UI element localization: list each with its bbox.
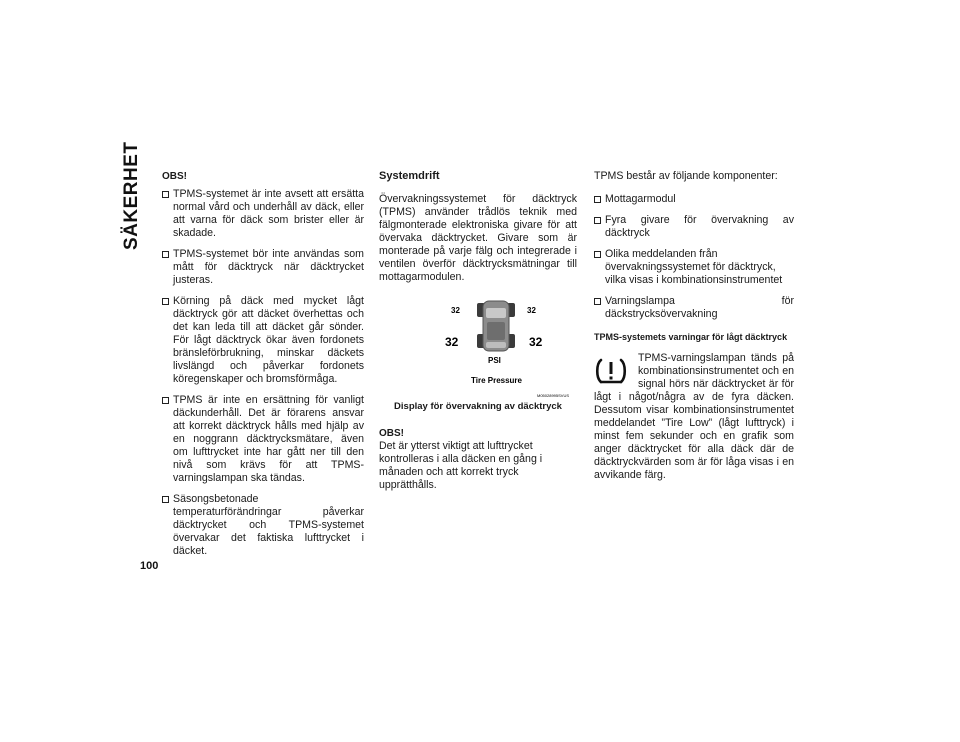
note-heading: OBS!	[379, 428, 404, 439]
note-heading: OBS!	[162, 171, 187, 182]
middle-column	[379, 170, 577, 500]
component-item: Fyra givare för övervakning av däcktryck	[594, 214, 794, 240]
warnings-subheading: TPMS-systemets varningar för lågt däcktryck	[594, 332, 788, 342]
display-label: Tire Pressure	[471, 376, 522, 385]
note-bullet: TPMS-systemet bör inte användas som mått för däcktryck när däcktrycket justeras.	[162, 248, 364, 287]
component-item: Varningslampa för däckstrycksövervakning	[594, 295, 794, 321]
section-title: Systemdrift	[379, 170, 440, 182]
left-column	[162, 170, 364, 566]
figure-caption: Display för övervakning av däcktryck	[394, 401, 562, 412]
figure-code: M05028995SVUS	[537, 393, 570, 398]
rear-right-pressure: 32	[529, 335, 543, 349]
note-bullet: TPMS är inte en ersättning för vanligt däckunderhåll. Det är förarens ansvar att korrekt däcktryck hålls med hjälp av en noggrann däcktrycksmätare, även om lufttrycket inte har gått ner till den nivå som krävs för att TPMS-varningslampan ska tändas.	[162, 394, 364, 485]
note-bullet: TPMS-systemet är inte avsett att ersätta normal vård och underhåll av däck, eller att varna för däck som brister eller är skadade.	[162, 188, 364, 240]
warning-description: TPMS-varningslampan tänds på kombinationsinstrumentet och en signal hörs när däcktrycket är för lågt i något/några av de fyra däcken. Dessutom visar kombinationsinstrumentet meddelandet ”Tire Low” (lågt lufttryck) i minst fem sekunder och en grafik som anger däcktrycket för alla däck där de däcktryckvärden som är för låga visas i en avvikande färg.	[594, 352, 794, 481]
page-number: 100	[140, 560, 159, 572]
component-item: Olika meddelanden från övervakningssystemet för däcktryck, vilka visas i kombinationsinstrumentet	[594, 248, 794, 287]
component-item: Mottagarmodul	[594, 193, 794, 206]
tpms-display-figure	[409, 300, 569, 396]
section-tab-label: SÄKERHET	[121, 141, 142, 250]
section-tab	[113, 141, 153, 260]
components-intro: TPMS består av följande komponenter:	[594, 170, 778, 182]
note-text: Det är ytterst viktigt att lufttrycket kontrolleras i alla däcken en gång i månaden och att korrekt tryck upprätthålls.	[379, 440, 543, 491]
pressure-unit: PSI	[488, 356, 501, 365]
note-bullet: Körning på däck med mycket lågt däcktryck gör att däcket överhettas och det kan leda till att däcket går sönder. För lågt däcktryck ökar även fordonets bränsleförbrukning, minskar däckets livslängd och påverkar fordonets köregenskaper och bromsförmåga.	[162, 295, 364, 386]
rear-left-pressure: 32	[445, 335, 459, 349]
note-bullet: Säsongsbetonade temperaturförändringar påverkar däcktrycket och TPMS-systemet övervakar det faktiska lufttrycket i däcket.	[162, 493, 364, 558]
front-left-pressure: 32	[451, 306, 460, 315]
system-description: Övervakningssystemet för däcktryck (TPMS) använder trådlös teknik med fälgmonterade elektroniska givare för att övervaka däcktrycket. Givare som är monterade på varje fälg och integrerade i ventilen överför däcktrycksmätningar till mottagarmodulen.	[379, 193, 577, 283]
right-column	[594, 170, 794, 490]
tire-pressure-warning-icon	[594, 356, 628, 386]
low-pressure-warning	[594, 352, 794, 482]
front-right-pressure: 32	[527, 306, 536, 315]
